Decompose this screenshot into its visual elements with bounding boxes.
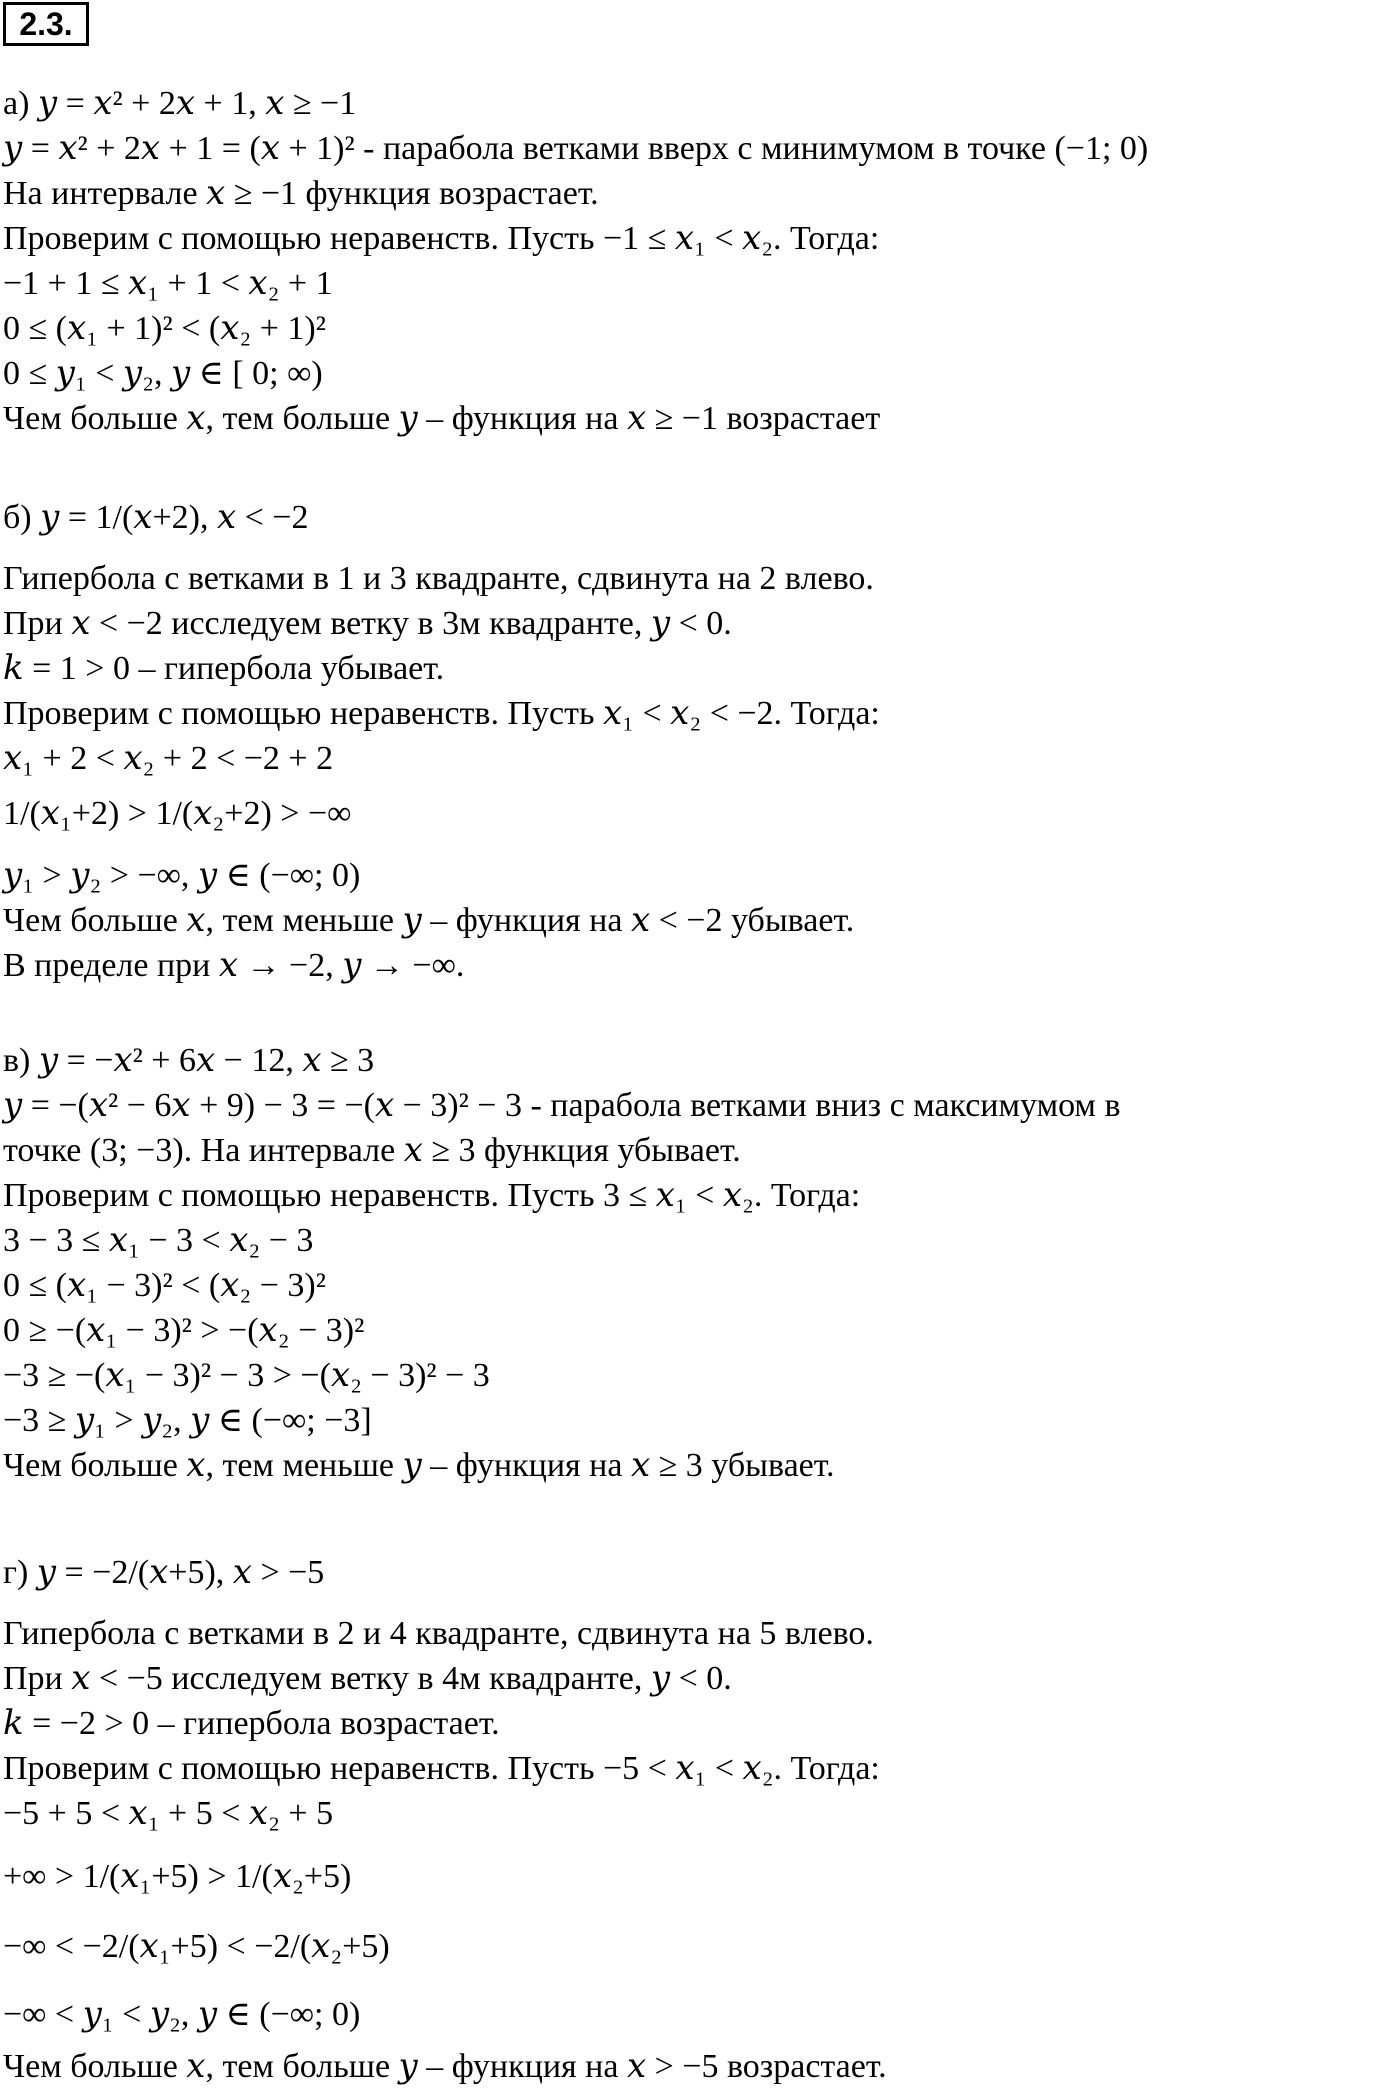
part-d-line: При 𝑥 < −5 исследуем ветку в 4м квадранте, 𝑦 < 0. — [3, 1660, 732, 1697]
part-c-line: 𝑦 = −(𝑥² − 6𝑥 + 9) − 3 = −(𝑥 − 3)² − 3 - парабола ветками вниз с максимумом в — [3, 1087, 1121, 1124]
part-a-line: 0 ≤ 𝑦₁ < 𝑦₂, 𝑦 ∈ [ 0; ∞) — [3, 355, 323, 392]
part-b-line: Гипербола с ветками в 1 и 3 квадранте, сдвинута на 2 влево. — [3, 560, 874, 597]
part-b-statement: б) 𝑦 = 1/(𝑥+2), 𝑥 < −2 — [3, 499, 309, 536]
part-b-line: 1/(𝑥₁+2) > 1/(𝑥₂+2) > −∞ — [3, 795, 352, 832]
part-c-line: Проверим с помощью неравенств. Пусть 3 ≤ 𝑥₁ < 𝑥₂. Тогда: — [3, 1177, 861, 1214]
part-c-line: −3 ≥ −(𝑥₁ − 3)² − 3 > −(𝑥₂ − 3)² − 3 — [3, 1357, 490, 1394]
part-d-conclusion: Чем больше 𝑥, тем больше 𝑦 – функция на 𝑥 > −5 возрастает. — [3, 2048, 887, 2085]
part-c-conclusion: Чем больше 𝑥, тем меньше 𝑦 – функция на 𝑥 ≥ 3 убывает. — [3, 1447, 835, 1484]
part-b-limit: В пределе при 𝑥 → −2, 𝑦 → −∞. — [3, 947, 465, 984]
part-a-line: 𝑦 = 𝑥² + 2𝑥 + 1 = (𝑥 + 1)² - парабола ветками вверх с минимумом в точке (−1; 0) — [3, 130, 1149, 167]
part-b-line: При 𝑥 < −2 исследуем ветку в 3м квадранте, 𝑦 < 0. — [3, 605, 732, 642]
part-d-line: −5 + 5 < 𝑥₁ + 5 < 𝑥₂ + 5 — [3, 1795, 334, 1832]
problem-number-box: 2.3. — [3, 2, 89, 46]
part-d-line: Гипербола с ветками в 2 и 4 квадранте, сдвинута на 5 влево. — [3, 1615, 874, 1652]
part-b-line: Проверим с помощью неравенств. Пусть 𝑥₁ < 𝑥₂ < −2. Тогда: — [3, 695, 880, 732]
part-b-line: 𝑦₁ > 𝑦₂ > −∞, 𝑦 ∈ (−∞; 0) — [3, 857, 361, 894]
part-d-line: −∞ < 𝑦₁ < 𝑦₂, 𝑦 ∈ (−∞; 0) — [3, 1996, 361, 2033]
part-b-line: 𝑘 = 1 > 0 – гипербола убывает. — [3, 650, 445, 687]
part-a-statement: а) 𝑦 = 𝑥² + 2𝑥 + 1, 𝑥 ≥ −1 — [3, 85, 357, 122]
part-d-line: +∞ > 1/(𝑥₁+5) > 1/(𝑥₂+5) — [3, 1858, 352, 1895]
part-a-line: 0 ≤ (𝑥₁ + 1)² < (𝑥₂ + 1)² — [3, 310, 326, 347]
part-d-line: −∞ < −2/(𝑥₁+5) < −2/(𝑥₂+5) — [3, 1928, 390, 1965]
part-c-line: 0 ≤ (𝑥₁ − 3)² < (𝑥₂ − 3)² — [3, 1267, 326, 1304]
part-b-line: 𝑥₁ + 2 < 𝑥₂ + 2 < −2 + 2 — [3, 740, 334, 777]
part-d-line: Проверим с помощью неравенств. Пусть −5 < 𝑥₁ < 𝑥₂. Тогда: — [3, 1750, 880, 1787]
part-a-line: На интервале 𝑥 ≥ −1 функция возрастает. — [3, 175, 599, 212]
part-c-line: −3 ≥ 𝑦₁ > 𝑦₂, 𝑦 ∈ (−∞; −3] — [3, 1402, 372, 1439]
part-a-line: −1 + 1 ≤ 𝑥₁ + 1 < 𝑥₂ + 1 — [3, 265, 333, 302]
part-b-conclusion: Чем больше 𝑥, тем меньше 𝑦 – функция на 𝑥 < −2 убывает. — [3, 902, 855, 939]
part-c-line: 3 − 3 ≤ 𝑥₁ − 3 < 𝑥₂ − 3 — [3, 1222, 314, 1259]
part-c-line: точке (3; −3). На интервале 𝑥 ≥ 3 функция убывает. — [3, 1132, 741, 1169]
part-c-statement: в) 𝑦 = −𝑥² + 6𝑥 − 12, 𝑥 ≥ 3 — [3, 1042, 375, 1079]
part-d-line: 𝑘 = −2 > 0 – гипербола возрастает. — [3, 1705, 500, 1742]
part-c-line: 0 ≥ −(𝑥₁ − 3)² > −(𝑥₂ − 3)² — [3, 1312, 365, 1349]
part-d-statement: г) 𝑦 = −2/(𝑥+5), 𝑥 > −5 — [3, 1554, 325, 1591]
part-a-conclusion: Чем больше 𝑥, тем больше 𝑦 – функция на 𝑥 ≥ −1 возрастает — [3, 400, 881, 437]
part-a-line: Проверим с помощью неравенств. Пусть −1 ≤ 𝑥₁ < 𝑥₂. Тогда: — [3, 220, 880, 257]
